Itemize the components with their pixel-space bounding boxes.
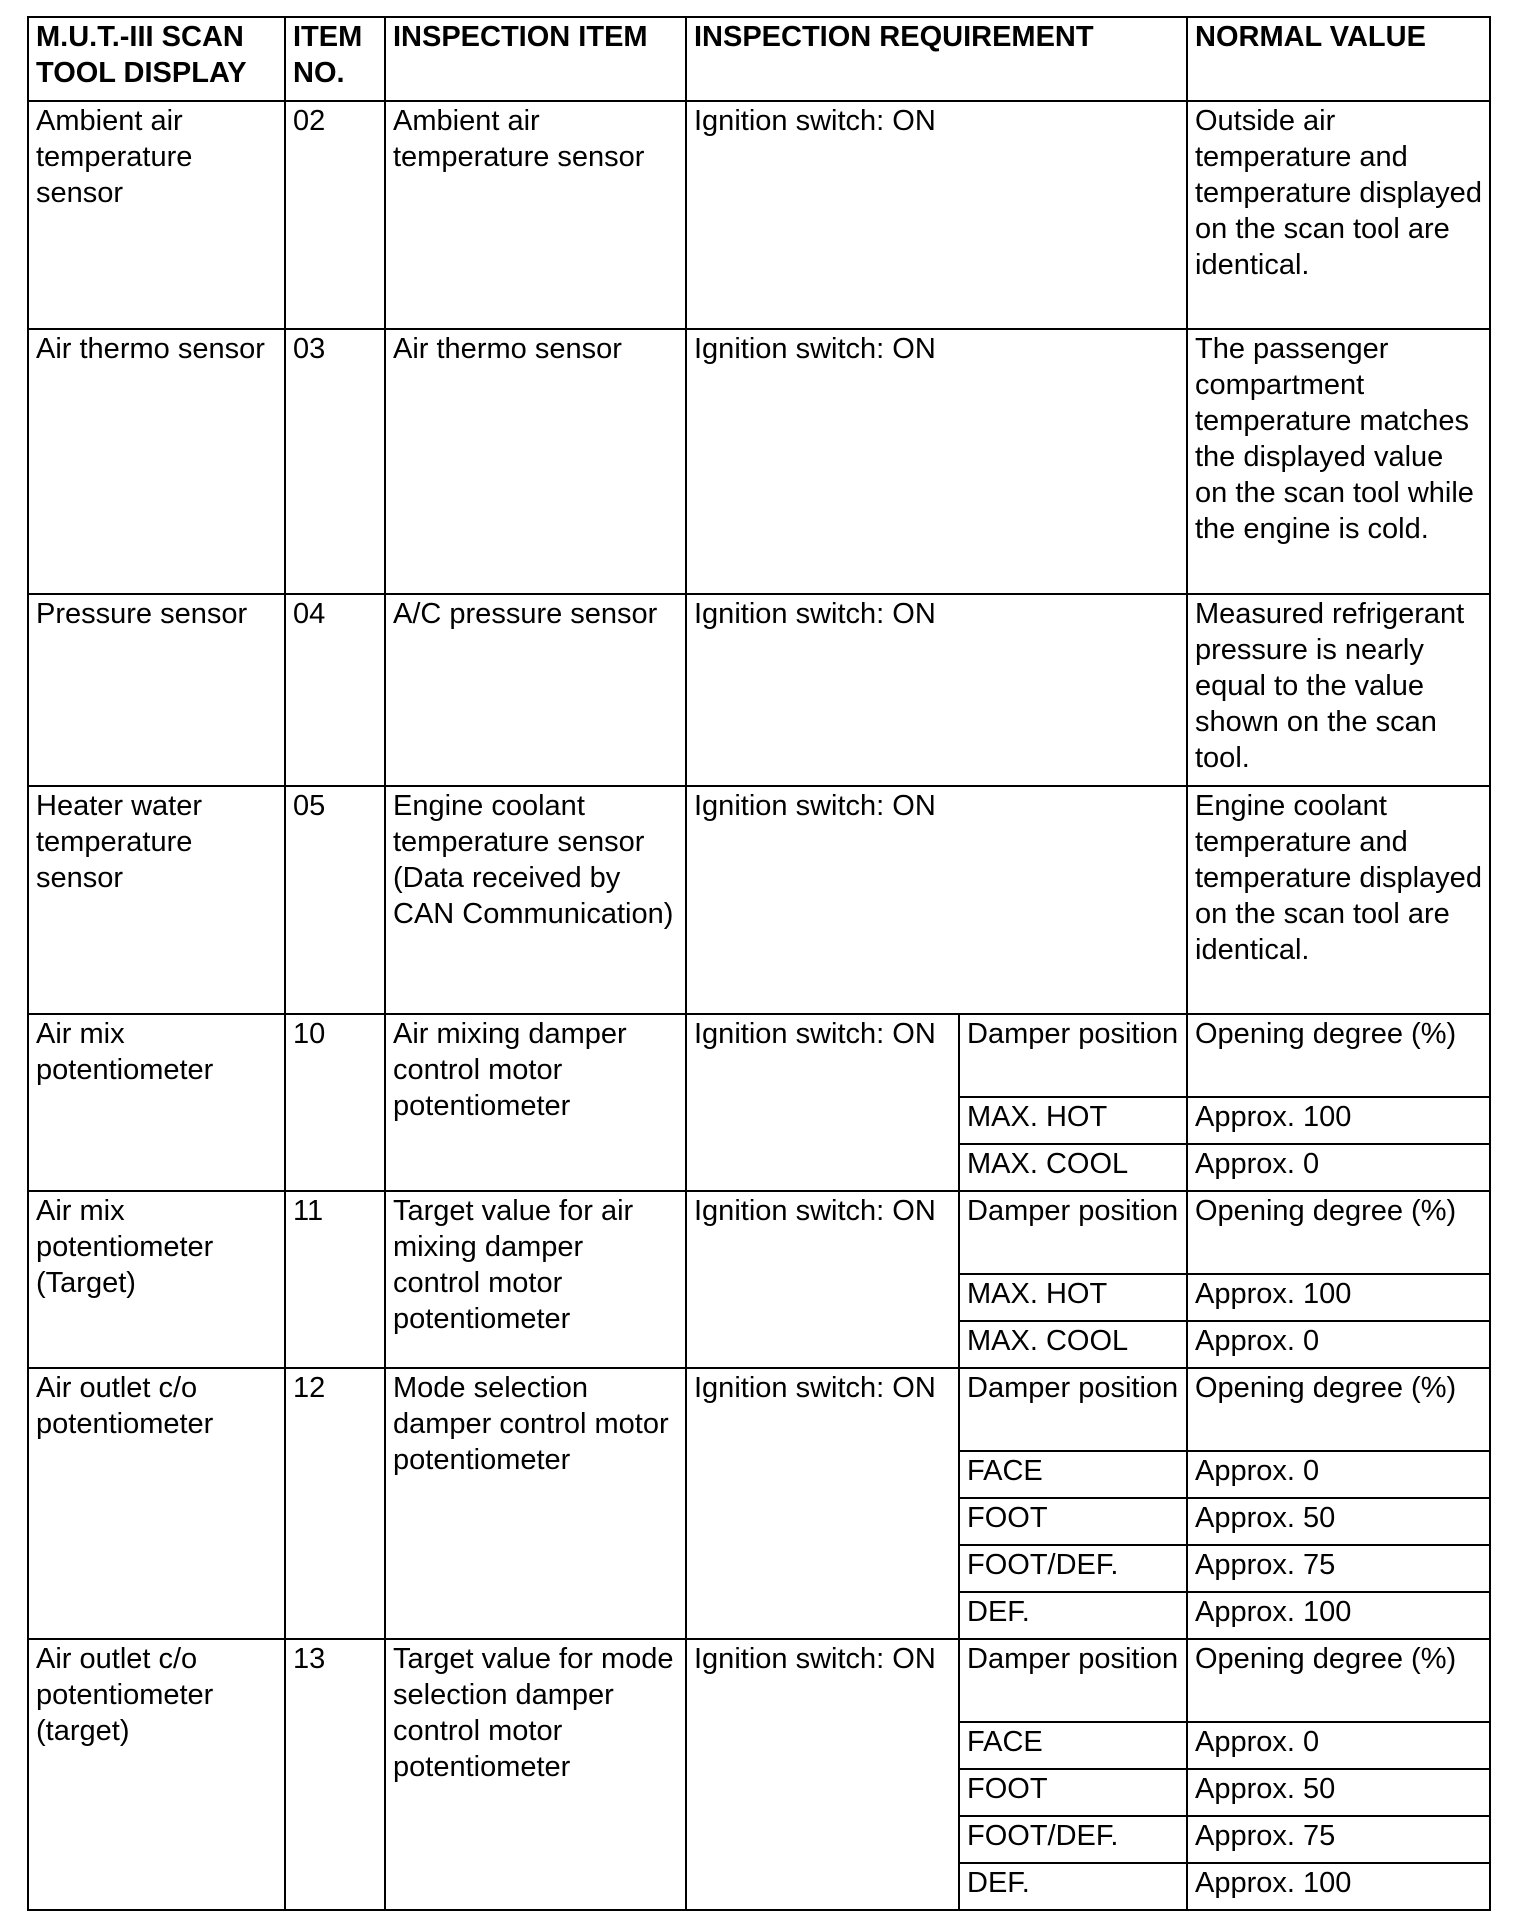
inspection-item-cell: A/C pressure sensor — [385, 594, 686, 786]
normal-value-cell: The passenger compartment temperature matches the displayed value on the scan tool while the engine is cold. — [1187, 329, 1490, 594]
value-cell: Approx. 100 — [1187, 1592, 1490, 1639]
table-row — [28, 594, 1490, 786]
header-item-no: ITEM NO. — [285, 17, 385, 101]
value-cell: Approx. 100 — [1187, 1097, 1490, 1144]
inspection-item-cell: Ambient air temperature sensor — [385, 101, 686, 329]
requirement-cell: Ignition switch: ON — [686, 1014, 959, 1191]
position-cell: FOOT/DEF. — [959, 1545, 1187, 1592]
value-cell: Approx. 0 — [1187, 1144, 1490, 1191]
requirement-cell: Ignition switch: ON — [686, 786, 1187, 1014]
header-normal-value: NORMAL VALUE — [1187, 17, 1490, 101]
position-cell: FOOT — [959, 1769, 1187, 1816]
normal-value-cell: Engine coolant temperature and temperature displayed on the scan tool are identical. — [1187, 786, 1490, 1014]
value-cell: Approx. 0 — [1187, 1321, 1490, 1368]
opening-degree-label: Opening degree (%) — [1187, 1368, 1490, 1451]
requirement-cell: Ignition switch: ON — [686, 329, 1187, 594]
value-cell: Approx. 0 — [1187, 1451, 1490, 1498]
opening-degree-label: Opening degree (%) — [1187, 1191, 1490, 1274]
inspection-item-cell: Air thermo sensor — [385, 329, 686, 594]
table-row — [28, 786, 1490, 1014]
inspection-item-cell: Target value for mode selection damper control motor potentiometer — [385, 1639, 686, 1910]
header-inspection-item: INSPECTION ITEM — [385, 17, 686, 101]
value-cell: Approx. 100 — [1187, 1274, 1490, 1321]
damper-position-label: Damper position — [959, 1014, 1187, 1097]
value-cell: Approx. 50 — [1187, 1769, 1490, 1816]
inspection-item-cell: Target value for air mixing damper control motor potentiometer — [385, 1191, 686, 1368]
item-no-cell: 02 — [285, 101, 385, 329]
item-no-cell: 11 — [285, 1191, 385, 1368]
position-cell: FOOT — [959, 1498, 1187, 1545]
value-cell: Approx. 75 — [1187, 1816, 1490, 1863]
position-cell: MAX. COOL — [959, 1321, 1187, 1368]
display-cell: Air mix potentiometer (Target) — [28, 1191, 285, 1368]
item-no-cell: 04 — [285, 594, 385, 786]
header-row — [28, 17, 1490, 101]
position-cell: MAX. COOL — [959, 1144, 1187, 1191]
item-no-cell: 03 — [285, 329, 385, 594]
header-requirement: INSPECTION REQUIREMENT — [686, 17, 1187, 101]
header-display: M.U.T.-III SCAN TOOL DISPLAY — [28, 17, 285, 101]
opening-degree-label: Opening degree (%) — [1187, 1639, 1490, 1722]
value-cell: Approx. 75 — [1187, 1545, 1490, 1592]
display-cell: Ambient air temperature sensor — [28, 101, 285, 329]
display-cell: Heater water temperature sensor — [28, 786, 285, 1014]
table-row — [28, 101, 1490, 329]
table-row — [28, 1191, 1490, 1274]
position-cell: FACE — [959, 1722, 1187, 1769]
normal-value-cell: Measured refrigerant pressure is nearly equal to the value shown on the scan tool. — [1187, 594, 1490, 786]
requirement-cell: Ignition switch: ON — [686, 101, 1187, 329]
damper-position-label: Damper position — [959, 1639, 1187, 1722]
inspection-item-cell: Engine coolant temperature sensor (Data received by CAN Communication) — [385, 786, 686, 1014]
display-cell: Air thermo sensor — [28, 329, 285, 594]
position-cell: MAX. HOT — [959, 1097, 1187, 1144]
position-cell: FACE — [959, 1451, 1187, 1498]
requirement-cell: Ignition switch: ON — [686, 594, 1187, 786]
inspection-item-cell: Mode selection damper control motor potentiometer — [385, 1368, 686, 1639]
requirement-cell: Ignition switch: ON — [686, 1368, 959, 1639]
display-cell: Air mix potentiometer — [28, 1014, 285, 1191]
item-no-cell: 05 — [285, 786, 385, 1014]
table-row — [28, 1639, 1490, 1722]
position-cell: DEF. — [959, 1863, 1187, 1910]
inspection-item-cell: Air mixing damper control motor potentiometer — [385, 1014, 686, 1191]
position-cell: MAX. HOT — [959, 1274, 1187, 1321]
normal-value-cell: Outside air temperature and temperature displayed on the scan tool are identical. — [1187, 101, 1490, 329]
item-no-cell: 13 — [285, 1639, 385, 1910]
display-cell: Air outlet c/o potentiometer — [28, 1368, 285, 1639]
display-cell: Pressure sensor — [28, 594, 285, 786]
table-row — [28, 329, 1490, 594]
item-no-cell: 10 — [285, 1014, 385, 1191]
display-cell: Air outlet c/o potentiometer (target) — [28, 1639, 285, 1910]
damper-position-label: Damper position — [959, 1191, 1187, 1274]
requirement-cell: Ignition switch: ON — [686, 1639, 959, 1910]
table-row — [28, 1368, 1490, 1451]
item-no-cell: 12 — [285, 1368, 385, 1639]
requirement-cell: Ignition switch: ON — [686, 1191, 959, 1368]
value-cell: Approx. 100 — [1187, 1863, 1490, 1910]
damper-position-label: Damper position — [959, 1368, 1187, 1451]
value-cell: Approx. 50 — [1187, 1498, 1490, 1545]
position-cell: FOOT/DEF. — [959, 1816, 1187, 1863]
position-cell: DEF. — [959, 1592, 1187, 1639]
inspection-table — [27, 16, 1491, 1911]
table-row — [28, 1014, 1490, 1097]
opening-degree-label: Opening degree (%) — [1187, 1014, 1490, 1097]
value-cell: Approx. 0 — [1187, 1722, 1490, 1769]
